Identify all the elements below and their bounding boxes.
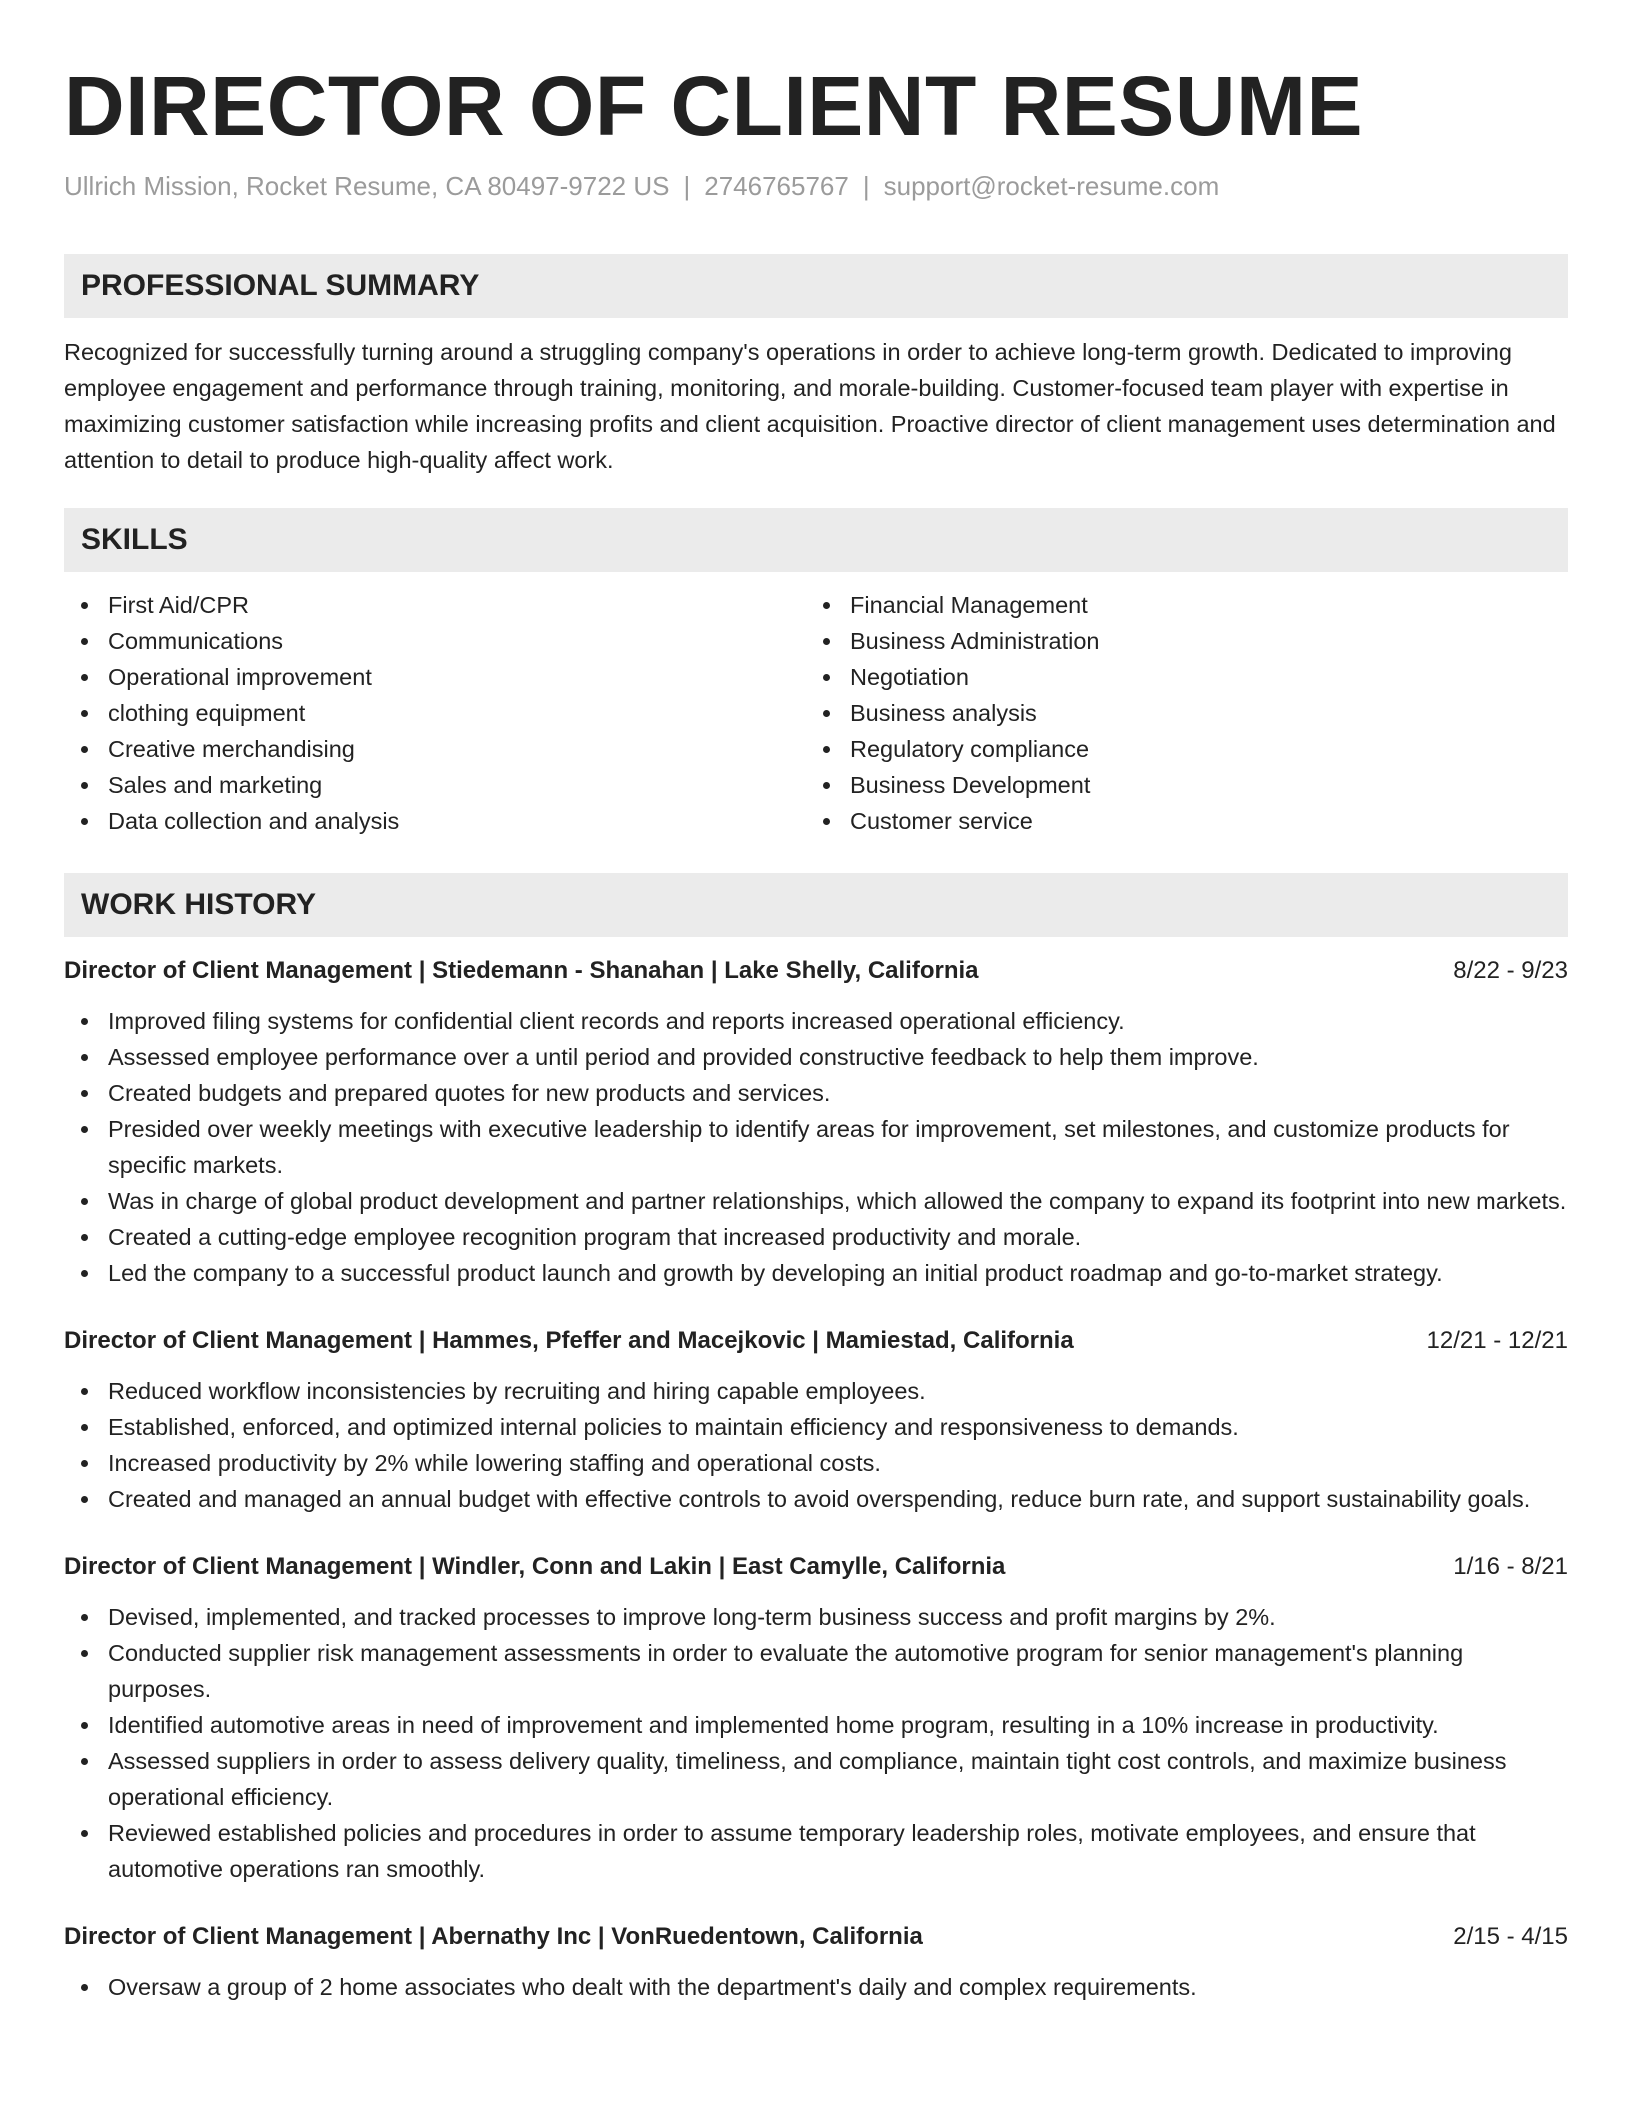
job-bullet: Assessed employee performance over a until period and provided constructive feedback to help them improve.: [64, 1039, 1568, 1075]
job-bullet: Oversaw a group of 2 home associates who dealt with the department's daily and complex requirements.: [64, 1969, 1568, 2005]
job-title: Director of Client Management | Windler, Conn and Lakin | East Camylle, California: [64, 1553, 1006, 1580]
work-history-section-header: WORK HISTORY: [64, 873, 1568, 937]
skill-item: Financial Management: [806, 587, 1548, 623]
skills-grid: [64, 587, 1568, 839]
job-bullet: Conducted supplier risk management assessments in order to evaluate the automotive program for senior management's planning purposes.: [64, 1635, 1568, 1707]
skill-item: clothing equipment: [64, 695, 806, 731]
resume-title: DIRECTOR OF CLIENT RESUME: [64, 59, 1363, 153]
skills-column-left: [64, 587, 806, 839]
job-dates: 8/22 - 9/23: [1453, 957, 1568, 984]
skill-item: Operational improvement: [64, 659, 806, 695]
contact-address: Ullrich Mission, Rocket Resume, CA 80497-9722 US: [64, 171, 670, 201]
job-title: Director of Client Management | Stiedemann - Shanahan | Lake Shelly, California: [64, 957, 979, 984]
job-bullet: Created a cutting-edge employee recognition program that increased productivity and morale.: [64, 1219, 1568, 1255]
job-bullets: [64, 1003, 1568, 1291]
skill-item: Business Development: [806, 767, 1548, 803]
job-bullet: Reduced workflow inconsistencies by recruiting and hiring capable employees.: [64, 1373, 1568, 1409]
summary-text: Recognized for successfully turning around a struggling company's operations in order to achieve long-term growth. Dedicated to improving employee engagement and performance through training, monitoring, and morale-building. Customer-focused team player with expertise in maximizing customer satisfaction while increasing profits and client acquisition. Proactive director of client management uses determination and attention to detail to produce high-quality affect work.: [64, 339, 1556, 473]
skill-item: First Aid/CPR: [64, 587, 806, 623]
job-bullet: Devised, implemented, and tracked processes to improve long-term business success and profit margins by 2%.: [64, 1599, 1568, 1635]
job-bullets: [64, 1599, 1568, 1887]
contact-line: [64, 170, 1568, 202]
job-entry: [64, 1323, 1568, 1517]
job-title: Director of Client Management | Hammes, Pfeffer and Macejkovic | Mamiestad, California: [64, 1327, 1074, 1354]
job-entry: [64, 953, 1568, 1291]
job-bullet: Established, enforced, and optimized internal policies to maintain efficiency and responsiveness to demands.: [64, 1409, 1568, 1445]
skill-item: Communications: [64, 623, 806, 659]
skill-item: Creative merchandising: [64, 731, 806, 767]
job-title: Director of Client Management | Abernathy Inc | VonRuedentown, California: [64, 1923, 923, 1950]
job-bullets: [64, 1969, 1568, 2005]
skill-item: Regulatory compliance: [806, 731, 1548, 767]
job-bullet: Presided over weekly meetings with executive leadership to identify areas for improvement, set milestones, and customize products for specific markets.: [64, 1111, 1568, 1183]
job-bullet: Reviewed established policies and procedures in order to assume temporary leadership roles, motivate employees, and ensure that automotive operations ran smoothly.: [64, 1815, 1568, 1887]
job-dates: 1/16 - 8/21: [1453, 1553, 1568, 1580]
skills-section-header: SKILLS: [64, 508, 1568, 572]
skill-item: Negotiation: [806, 659, 1548, 695]
skill-item: Business analysis: [806, 695, 1548, 731]
job-bullet: Led the company to a successful product launch and growth by developing an initial product roadmap and go-to-market strategy.: [64, 1255, 1568, 1291]
summary-section-header: PROFESSIONAL SUMMARY: [64, 254, 1568, 318]
skills-column-right: [806, 587, 1548, 839]
job-bullets: [64, 1373, 1568, 1517]
job-entry: [64, 1919, 1568, 2005]
skill-item: Business Administration: [806, 623, 1548, 659]
job-bullet: Assessed suppliers in order to assess delivery quality, timeliness, and compliance, maintain tight cost controls, and maximize business operational efficiency.: [64, 1743, 1568, 1815]
skill-item: Data collection and analysis: [64, 803, 806, 839]
contact-email: support@rocket-resume.com: [883, 171, 1220, 201]
job-heading: [64, 953, 1568, 989]
job-bullet: Identified automotive areas in need of improvement and implemented home program, resulting in a 10% increase in productivity.: [64, 1707, 1568, 1743]
job-bullet: Created budgets and prepared quotes for new products and services.: [64, 1075, 1568, 1111]
job-entry: [64, 1549, 1568, 1887]
job-bullet: Increased productivity by 2% while lowering staffing and operational costs.: [64, 1445, 1568, 1481]
job-bullet: Was in charge of global product development and partner relationships, which allowed the company to expand its footprint into new markets.: [64, 1183, 1568, 1219]
skill-item: Customer service: [806, 803, 1548, 839]
job-heading: [64, 1549, 1568, 1585]
resume-page: [64, 0, 1568, 2005]
job-dates: 12/21 - 12/21: [1426, 1327, 1568, 1354]
contact-separator: |: [683, 171, 691, 201]
job-bullet: Improved filing systems for confidential client records and reports increased operational efficiency.: [64, 1003, 1568, 1039]
job-heading: [64, 1323, 1568, 1359]
job-bullet: Created and managed an annual budget with effective controls to avoid overspending, reduce burn rate, and support sustainability goals.: [64, 1481, 1568, 1517]
contact-separator: |: [862, 171, 870, 201]
job-heading: [64, 1919, 1568, 1955]
skill-item: Sales and marketing: [64, 767, 806, 803]
job-dates: 2/15 - 4/15: [1453, 1923, 1568, 1950]
contact-phone: 2746765767: [704, 171, 849, 201]
